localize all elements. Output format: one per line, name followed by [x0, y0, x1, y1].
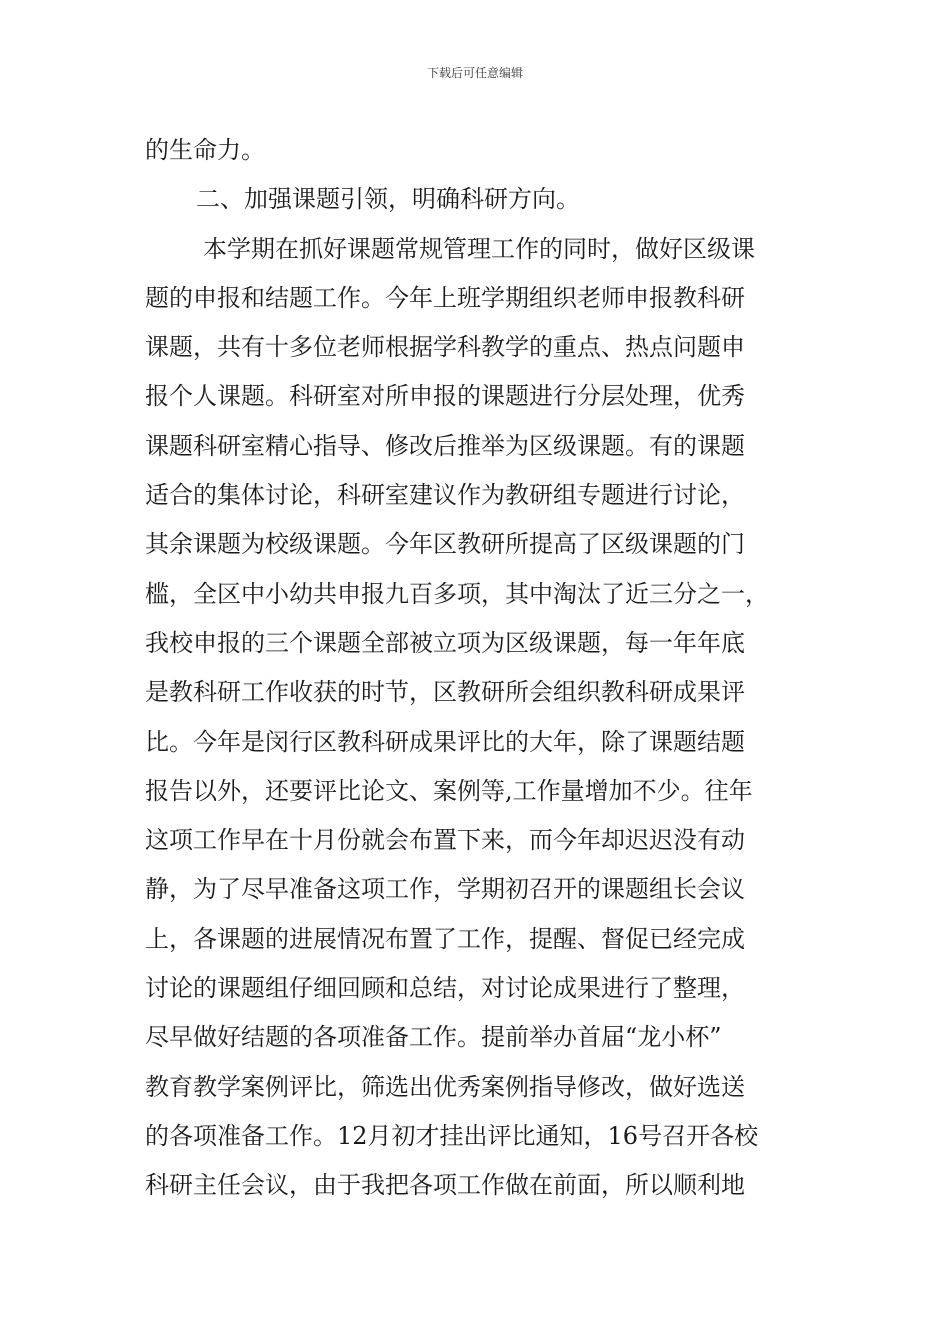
- text-line: 其余课题为校级课题。今年区教研所提高了区级课题的门: [145, 530, 745, 559]
- text-line: 课题科研室精心指导、修改后推举为区级课题。有的课题: [145, 431, 745, 460]
- text-line: 是教科研工作收获的时节，区教研所会组织教科研成果评: [145, 678, 745, 707]
- text-line: 尽早做好结题的各项准备工作。提前举办首届“龙小杯”: [145, 1023, 722, 1052]
- text-line: 我校申报的三个课题全部被立项为区级课题，每一年年底: [145, 628, 745, 657]
- page-header: 下载后可任意编辑: [426, 66, 523, 80]
- document-body: [145, 126, 811, 1211]
- text-line: 比。今年是闵行区教科研成果评比的大年，除了课题结题: [145, 727, 745, 756]
- text-line: 本学期在抓好课题常规管理工作的同时，做好区级课: [203, 234, 755, 263]
- text-line: 适合的集体讨论，科研室建议作为教研组专题进行讨论，: [145, 481, 745, 510]
- section-heading: 二、加强课题引领，明确科研方向。: [196, 185, 580, 214]
- text-line: 的各项准备工作。12月初才挂出评比通知，16号召开各校: [145, 1121, 759, 1150]
- text-line: 上，各课题的进展情况布置了工作，提醒、督促已经完成: [145, 924, 745, 953]
- text-line: 静，为了尽早准备这项工作，学期初召开的课题组长会议: [145, 875, 745, 904]
- text-line: 报告以外，还要评比论文、案例等,工作量增加不少。往年: [145, 776, 753, 805]
- text-line: 的生命力。: [145, 136, 265, 164]
- text-line: 教育教学案例评比，筛选出优秀案例指导修改，做好选送: [145, 1072, 745, 1101]
- text-line: 讨论的课题组仔细回顾和总结，对讨论成果进行了整理，: [145, 974, 745, 1003]
- text-line: 题的申报和结题工作。今年上班学期组织老师申报教科研: [145, 283, 745, 312]
- text-line: 课题，共有十多位老师根据学科教学的重点、热点问题申: [145, 333, 745, 362]
- text-line: 报个人课题。科研室对所申报的课题进行分层处理，优秀: [145, 382, 745, 411]
- text-line: 这项工作早在十月份就会布置下来，而今年却迟迟没有动: [145, 826, 745, 855]
- text-line: 科研主任会议，由于我把各项工作做在前面，所以顺利地: [145, 1171, 745, 1200]
- text-line: 槛，全区中小幼共申报九百多项，其中淘汰了近三分之一，: [145, 579, 769, 608]
